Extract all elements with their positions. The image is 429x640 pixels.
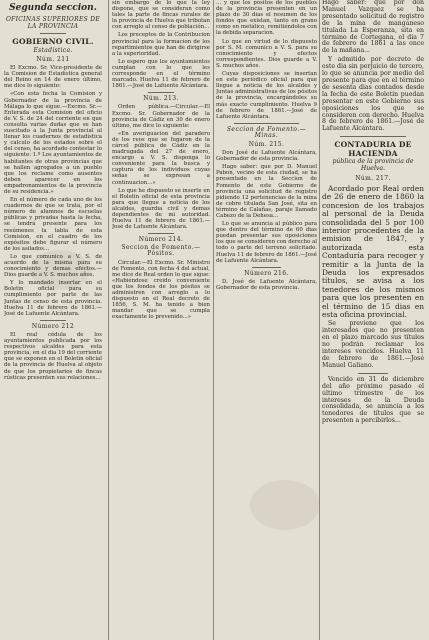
paragraph: Acordado por Real orden de 26 de enero de 1860 la concesion de los trabajos al personal de la Deuda consolidada del 5 por 100 interior procedentes de la emision de 1847, y autorizada esta Contaduría para recoger y remitir a la Junta de la Deuda los expresados títulos, se avisa a los tenedores de los mismos para que los presenten en el término de 15 dias en esta oficina provincial. — [322, 183, 424, 320]
notice-number: Número 216. — [244, 269, 289, 277]
column-1 — [4, 0, 102, 640]
paragraph: Circular.—El Excmo. Sr. Ministro de Fomento, con fecha 4 del actual, me dice de Real orden lo que sigue: «Habiéndose creido conveniente que los fondos de los pósitos se administren con arreglo a lo dispuesto en el Real decreto de 1856, S. M. ha tenido a bien mandar que se cumpla exactamente lo prevenido...» — [112, 259, 210, 321]
office-subtitle: pública de la provincia de Huelva. — [332, 158, 414, 173]
paragraph: «En averiguacion del paradero de los reos que se fugaron de la cárcel pública de Cádiz en la madrugada del 27 de enero, encargo a V. S. disponga lo conveniente para la busca y captura de los individuos cuyas señas se expresan a continuacion...» — [112, 130, 210, 186]
divider — [340, 136, 406, 137]
paragraph: sin embargo de lo que la ley dispone, que se consideran como tales la parte de fincas rurales de la provincia de Huelva que tributan con arreglo al censo de población... — [112, 0, 210, 31]
paragraph: ... y que los pósitos de los pueblos de la provincia presenten en un plazo de 30 dias el resumen de los fondos que existan, tanto en grano como en metálico, remitiéndolos con la debida separacion. — [216, 0, 317, 37]
paragraph: Lo que he dispuesto se inserte en el Boletin oficial de esta provincia para que llegue a noticia de los alcaldes, guardia civil y demas dependientes de mi autoridad. Huelva 11 de febrero de 1861.—José de Lafuente Alcántara. — [112, 187, 210, 231]
divider — [358, 373, 388, 374]
office-heading: OFICINAS SUPERIORES DE LA PROVINCIA — [5, 16, 101, 30]
paragraph: Lo que en virtud de lo dispuesto por S. M. comunico a V. S. para su conocimiento y efectos correspondientes. Dios guarde a V. S. muchos años. — [216, 38, 317, 69]
column-rule — [213, 0, 214, 640]
divider — [40, 33, 66, 34]
notice-number: Núm. 213. — [143, 95, 179, 103]
government-heading: GOBIERNO CIVIL. — [12, 37, 94, 46]
notice-number: Núm. 211 — [36, 56, 70, 63]
paragraph: Los preceptos de la Contribucion provincial para la formacion de los repartimientos que han de dirigirse a la superioridad. — [112, 32, 210, 57]
paragraph: «Con esta fecha la Comision y Gobernador de la provincia de Málaga lo que sigue.—Excmo. Sr.—Enterada esta Comision del oficio de V. S. de 24 del corriente en que consulta varias dudas que se han suscitado a la Junta provincial al llenar los cuadernos de estadística y calculo de los estados sobre el del censo, ha acordado contestar lo siguiente: 1.º Los ayuntamientos de habitantes de otras provincias que se hallen agregados a un pueblo que los reclame como ausentes deben aparecer en los empadronamientos de la provincia de su residencia.» — [4, 91, 102, 195]
notice-number: Núm. 215. — [248, 140, 285, 148]
paragraph: Hago saber: que por D. Manuel Pabon, vecino de esta ciudad, se ha presentado en la Seccion de Fomento de este Gobierno de provincia una solicitud de registro pidiendo 12 pertenencias de la mina de cobre titulada San José, sita en término de Calañas, paraje llamado Cabezo de la Dehesa... — [216, 164, 317, 219]
paragraph: Lo espero que los ayuntamientos cumplan con lo que les corresponde en el término marcado. Huelva 11 de febrero de 1861.—José de Lafuente Alcántara. — [112, 58, 210, 90]
section-heading: Seccion de Fomento.—Pósitos. — [121, 244, 201, 258]
section-heading: Seccion de Fomento.—Minas. — [226, 125, 307, 139]
paragraph: Don José de Lafuente Alcántara, Gobernador de esta provincia. — [216, 150, 317, 163]
paragraph: D. José de Lafuente Alcántara, Gobernador de esta provincia. — [216, 278, 317, 291]
paragraph: El Excmo. Sr. Vice-presidente de la Comision de Estadística general del Reino en 14 de enero último, me dice lo siguiente: — [4, 65, 102, 90]
divider — [40, 320, 66, 321]
paragraph: Se previene que los interesados que no presenten en el plazo marcado sus títulos no podrán reclamar los intereses vencidos. Huelva 11 de febrero de 1861.—José Manuel Galiano. — [322, 320, 424, 369]
divider — [252, 267, 281, 268]
paragraph: Orden pública.—Circular.—El Excmo. Sr. Gobernador de la provincia de Cádiz en 30 de enero último, me dice lo siguiente: — [112, 104, 210, 129]
paragraph: El real cédula de los ayuntamientos publicada por los respectivos alcaldes para esta provincia, en el dia 19 del corriente que se exponen en el Boletin oficial de la provincia de Huelva al objeto de que los propietarios de fincas rústicas presenten sus relaciones... — [4, 331, 102, 381]
divider — [148, 233, 174, 234]
notice-number: Número 214. — [138, 236, 184, 244]
section-heading: Segunda seccion. — [9, 3, 97, 13]
office-title: CONTADURIA DE HACIENDA — [334, 140, 412, 159]
subheading: Estadística. — [33, 47, 73, 54]
column-2 — [112, 0, 210, 640]
column-rule — [319, 0, 320, 640]
paragraph: Cuyas disposiciones se insertan en este periódico oficial para que llegue a noticia de los alcaldes y Juntas administrativas de los pósitos de la provincia, encargándoles su más exacto cumplimiento. Huelva 9 de febrero de 1861.—José de Lafuente Alcántara. — [216, 71, 317, 120]
paragraph: Vencido en 31 de diciembre del año próximo pasado el último trimestre de los intereses de la Deuda consolidada, se anuncia a los tenedores de títulos que se presenten a percibirlos... — [322, 375, 424, 425]
column-rule — [108, 0, 109, 640]
divider — [148, 92, 174, 93]
paragraph: Lo que comunico a V. S. de acuerdo de la misma para su conocimiento y demas efectos.—Dios guarde a V. S. muchos años. — [4, 253, 102, 279]
divider — [234, 123, 299, 124]
paragraph: Lo que se anuncia al público para que dentro del término de 60 dias puedan presentar sus oposiciones los que se consideren con derecho al todo o parte del terreno solicitado. Huelva 11 de febrero de 1861.—José de Lafuente Alcántara. — [216, 221, 317, 264]
column-4 — [322, 0, 424, 640]
column-3 — [216, 0, 317, 640]
paragraph: En el número de cada uno de los cuadernos de que se trata, por el número de alumnos de escuelas públicas y privadas hasta la fecha, se tendrá presente para los resúmenes la tabla de esta Comision, en el cuadro de los expósitos debe figurar el número de los asilados... — [4, 197, 102, 252]
paragraph: Y lo mandado insertar en el Boletin oficial para su cumplimiento por parte de las Juntas de censo de esta provincia. Huelva 11 de febrero de 1861.—José de Lafuente Alcántara. — [4, 280, 102, 317]
notice-number: Número 212 — [31, 322, 75, 330]
paragraph: Y admitido por decreto de este dia sin perjuicio de tercero, lo que se anuncia por medio del presente para que en el término de sesenta dias contados desde la fecha de este Boletin puedan presentar en este Gobierno sus oposiciones los que se consideren con derecho. Huelva 8 de febrero de 1861.—José de Lafuente Alcántara. — [322, 56, 424, 133]
paragraph: Hago saber: que por don Manuel Vazquez se ha presentado solicitud de registro de la mina de manganeso titulada La Esperanza, sita en término de Cortegana, el dia 7 de febrero de 1861 a las once de la mañana... — [322, 0, 424, 55]
notice-number: Núm. 217. — [355, 175, 391, 183]
